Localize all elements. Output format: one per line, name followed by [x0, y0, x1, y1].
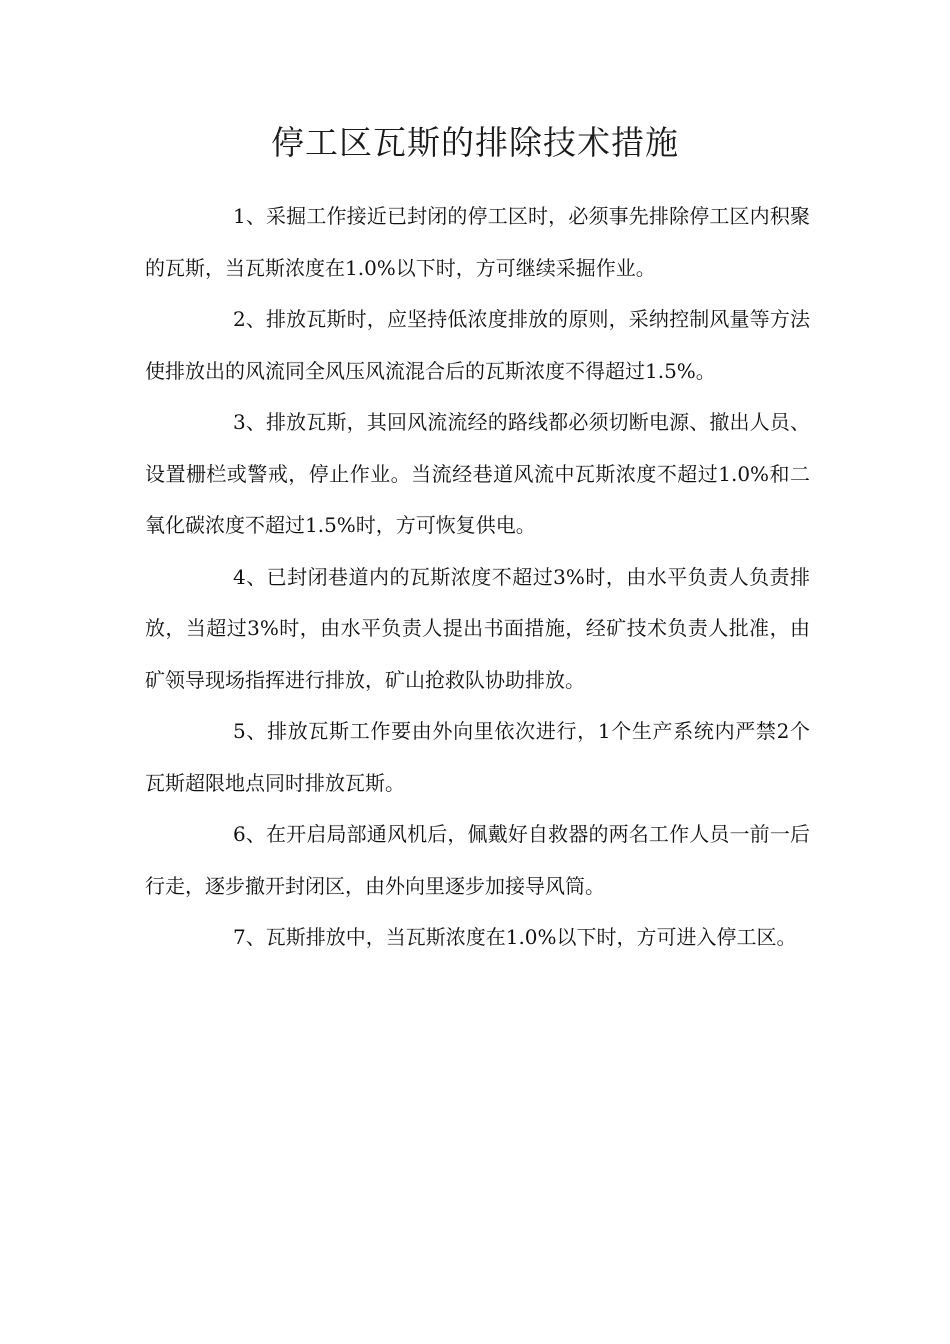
- paragraph-6: 6、在开启局部通风机后，佩戴好自救器的两名工作人员一前一后行走，逐步撤开封闭区，由外向里逐步加接导风筒。: [145, 822, 810, 898]
- paragraph-1: 1、采掘工作接近已封闭的停工区时，必须事先排除停工区内积聚的瓦斯，当瓦斯浓度在1.0%以下时，方可继续采掘作业。: [145, 204, 810, 280]
- paragraph-3: 3、排放瓦斯，其回风流流经的路线都必须切断电源、撤出人员、设置栅栏或警戒，停止作业。当流经巷道风流中瓦斯浓度不超过1.0%和二氧化碳浓度不超过1.5%时，方可恢复供电。: [145, 410, 810, 537]
- document-body: [145, 191, 810, 964]
- page-title: 停工区瓦斯的排除技术措施: [271, 123, 679, 162]
- paragraph-5: 5、排放瓦斯工作要由外向里依次进行，1个生产系统内严禁2个瓦斯超限地点同时排放瓦斯。: [145, 719, 810, 795]
- paragraph-7: 7、瓦斯排放中，当瓦斯浓度在1.0%以下时，方可进入停工区。: [233, 925, 797, 949]
- paragraph-4: 4、已封闭巷道内的瓦斯浓度不超过3%时，由水平负责人负责排放，当超过3%时，由水平负责人提出书面措施，经矿技术负责人批准，由矿领导现场指挥进行排放，矿山抢救队协助排放。: [145, 564, 810, 692]
- paragraph-2: 2、排放瓦斯时，应坚持低浓度排放的原则，采纳控制风量等方法使排放出的风流同全风压风流混合后的瓦斯浓度不得超过1.5%。: [145, 307, 810, 383]
